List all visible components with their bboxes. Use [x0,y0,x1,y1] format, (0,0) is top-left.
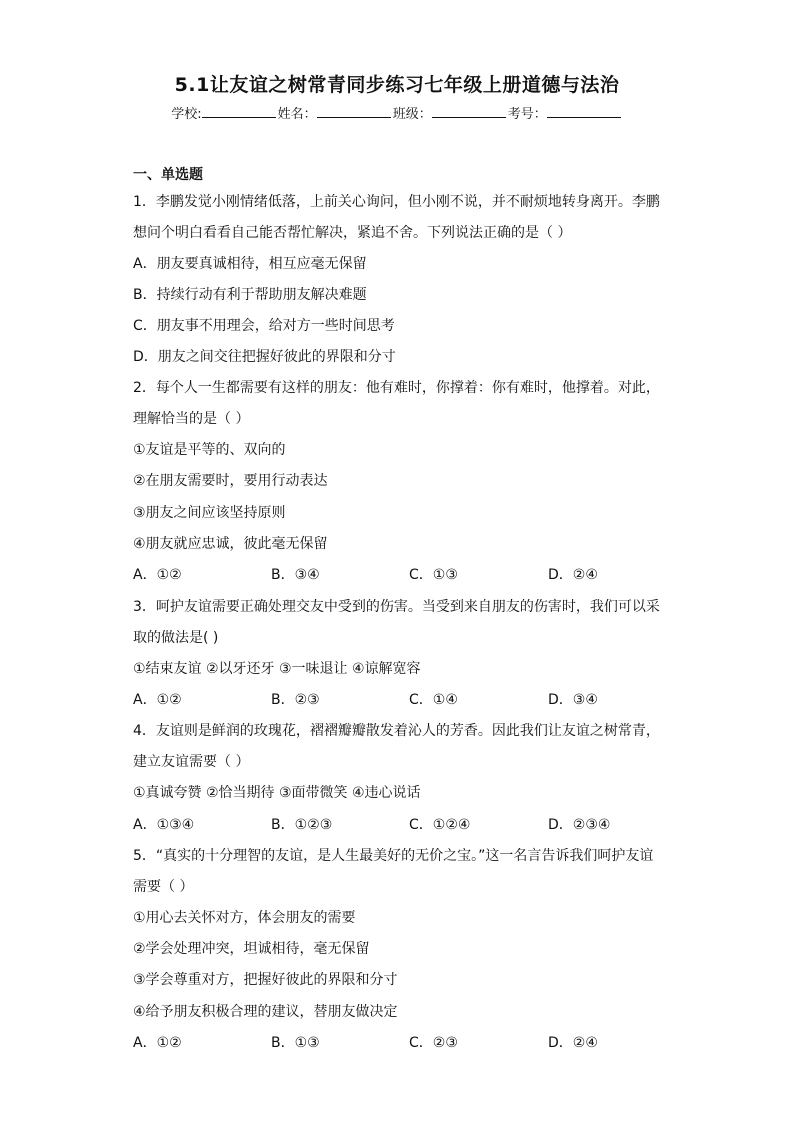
page-title: 5.1让友谊之树常青同步练习七年级上册道德与法治 [174,74,620,96]
question-1-option-d: D．朋友之间交往把握好彼此的界限和分寸 [133,349,396,365]
question-4-stem: 4．友谊则是鲜润的玫瑰花，褶褶瓣瓣散发着沁人的芳香。因此我们让友谊之树常青， [133,723,660,739]
question-1-option-a: A．朋友要真诚相待，相互应毫无保留 [133,256,367,272]
question-5-option-b: B．①③ [271,1035,320,1051]
number-blank [547,105,621,118]
question-1-stem-cont: 想问个明白看看自己能否帮忙解决，紧追不舍。下列说法正确的是（ ） [133,225,572,241]
question-2-stem-cont: 理解恰当的是（ ） [133,411,250,427]
question-2-statement-2: ②在朋友需要时，要用行动表达 [133,473,328,489]
question-5-statement-4: ④给予朋友积极合理的建议，替朋友做决定 [133,1004,398,1020]
question-2-statement-3: ③朋友之间应该坚持原则 [133,505,286,521]
question-4-option-d: D．②③④ [548,817,611,833]
section-heading: 一、单选题 [133,167,203,183]
question-3-option-d: D．③④ [548,692,598,708]
question-3-option-c: C．①④ [409,692,458,708]
question-2-stem: 2．每个人一生都需要有这样的朋友：他有难时，你撑着：你有难时，他撑着。对此， [133,380,660,396]
class-label: 班级： [392,107,432,122]
question-4-stem-cont: 建立友谊需要（ ） [133,754,250,770]
question-2-option-a: A．①② [133,567,182,583]
question-4-statements: ①真诚夸赞 ②恰当期待 ③面带微笑 ④违心说话 [133,785,421,801]
question-2-option-b: B．③④ [271,567,320,583]
question-2-option-d: D．②④ [548,567,598,583]
question-5-statement-3: ③学会尊重对方，把握好彼此的界限和分寸 [133,972,398,988]
question-2-statement-1: ①友谊是平等的、双向的 [133,442,286,458]
question-3-stem-cont: 取的做法是( ) [133,630,219,646]
question-1-stem: 1．李鹏发觉小刚情绪低落，上前关心询问，但小刚不说，并不耐烦地转身离开。李鹏 [133,194,660,210]
question-2-option-c: C．①③ [409,567,458,583]
question-3-stem: 3．呵护友谊需要正确处理交友中受到的伤害。当受到来自朋友的伤害时，我们可以采 [133,599,660,615]
number-label: 考号： [507,107,547,122]
student-info-line [0,103,794,122]
question-4-option-b: B．①②③ [271,817,333,833]
question-5-statement-1: ①用心去关怀对方，体会朋友的需要 [133,910,356,926]
question-5-statement-2: ②学会处理冲突，坦诚相待，毫无保留 [133,941,370,957]
question-1-option-c: C．朋友事不用理会，给对方一些时间思考 [133,318,395,334]
school-label: 学校: [171,107,202,122]
question-1-option-b: B．持续行动有利于帮助朋友解决难题 [133,287,367,303]
question-5-option-c: C．②③ [409,1035,458,1051]
question-3-statements: ①结束友谊 ②以牙还牙 ③一味退让 ④谅解宽容 [133,661,421,677]
question-5-option-d: D．②④ [548,1035,598,1051]
school-blank [202,105,276,118]
name-label: 姓名： [277,107,317,122]
question-5-stem: 5．“真实的十分理智的友谊，是人生最美好的无价之宝。”这一名言告诉我们呵护友谊 [133,848,654,864]
question-3-option-b: B．②③ [271,692,320,708]
class-blank [432,105,506,118]
question-3-option-a: A．①② [133,692,182,708]
question-4-option-c: C．①②④ [409,817,471,833]
question-4-option-a: A．①③④ [133,817,195,833]
name-blank [317,105,391,118]
question-5-option-a: A．①② [133,1035,182,1051]
question-2-statement-4: ④朋友就应忠诚，彼此毫无保留 [133,536,328,552]
question-5-stem-cont: 需要（ ） [133,879,194,895]
